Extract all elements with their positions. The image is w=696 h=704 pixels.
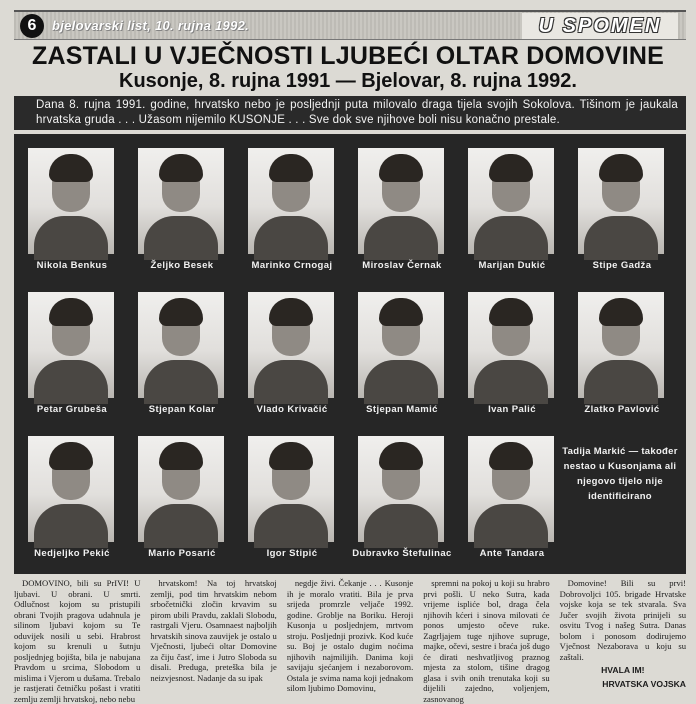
portrait-name: Zlatko Pavlović (584, 404, 660, 415)
signoff-author: HRVATSKA VOJSKA (602, 678, 687, 689)
portrait-photo (28, 292, 114, 398)
portrait-card (18, 138, 126, 278)
intro-text: Dana 8. rujna 1991. godine, hrvatsko nebo je posljednji puta milovalo draga tijela svojih Sokolova. Tišinom je jaukala hrvatska gruda . . . Užasom nijemilo KUSONJE . . . Sve dok sve njihove boli nisu konačno prestale. (14, 96, 686, 130)
portrait-card (568, 282, 676, 422)
portrait-card (568, 138, 676, 278)
portrait-card (128, 426, 236, 566)
paragraph: negdje živi. Čekanje . . . Kusonje ih je moralo vratiti. Bila je prva srijeda promrzle veljače 1992. godine. Groblje na Boriku. Heroji Kusonja u posljednjem, mrtvom stroju. Posljednji prozivk. Kod kuće su. Boj je ostalo dugim noćima njihovih najmilijih. Danima koji savijaju sjećanjem i nezaborovom. Ostala je svima nama koji jednakom silom ljubimo Domovinu, (286, 578, 414, 693)
paragraph: Domovine! Bili su prvi! Dobrovoljci 105. brigade Hrvatske vojske koja se tek stvarala. Sva Jučer svojih života prinijeli su osvitu Tvog i našeg Sutra. Danas bolom i ponosom dodirujemo Vječnost Nezaborava u koju su zaštali. (559, 578, 687, 662)
portrait-photo (28, 148, 114, 254)
portrait-name: Dubravko Štefulinac (352, 548, 452, 559)
portrait-photo (248, 148, 334, 254)
article-subtitle: Kusonje, 8. rujna 1991 — Bjelovar, 8. rujna 1992. (119, 70, 577, 92)
portrait-photo (578, 148, 664, 254)
portrait-name: Igor Stipić (266, 548, 318, 559)
paragraph: spremni na pokoj u koji su hrabro prvi pošli. U neko Sutra, kada vrijeme ispliće bol, draga čela njihovih kćeri i sinova milovati će ponos umjesto očeve ruke. Zagrljajem tuge njihove supruge, majke, očevi, sestre i braća još dugo će dirati neshvatljivog praznog mjesta za stolom, tišine dragog glasa i svih onih trenutaka koji su dijelili zajedno, voljenjem, zasnovanog (423, 578, 550, 704)
portrait-card (128, 138, 236, 278)
portrait-card (18, 426, 126, 566)
paragraph: DOMOVINO, bili su PrIVI! U ljubavi. U obrani. U smrti. Odlučnost kojom su pristupili obrani Tvojih pragova udahnula je silinom ljubavi kojom su Te oduvijek nosili u sebi. Hrabrost kojom su krenuli u šutnju posljednjeg bojišta, bila je nabujana Pravdom u srcima, Slobodom u mislima i Vjerom u dušama. Trebalo je rastjerati četničku pošast i vratiti zemlju zemlji hrvatskoj, nebo nebu (14, 578, 141, 704)
paragraph: hrvatskom! Na toj hrvatskoj zemlji, pod tim hrvatskim nebom srbočetnički zločin krvavim su pirom ubili Pravdu, zaklali Slobodu, rastrgali Vjeru. Osamnaest najboljih hrvatskih sinova zauvijek je ostalo u Vječnosti, ljubeći oltar Domovine za čiju časť, ime i Jutro Sloboda su disali. Preduga, preteška bila je neizvjesnost. Nadanje da su ipak (150, 578, 277, 683)
portrait-name: Mario Posarić (148, 548, 216, 559)
portrait-name: Stjepan Mamić (366, 404, 438, 415)
portrait-name: Ante Tandara (479, 548, 545, 559)
portrait-photo (248, 436, 334, 542)
issue-line: bjelovarski list, 10. rujna 1992. (52, 18, 250, 33)
portrait-name: Stjepan Kolar (148, 404, 216, 415)
portrait-card (238, 426, 346, 566)
portrait-photo (138, 436, 224, 542)
portrait-card (18, 282, 126, 422)
page-header-bar (14, 10, 686, 40)
photo-grid (14, 134, 686, 574)
portrait-card (458, 282, 566, 422)
portrait-photo (358, 148, 444, 254)
portrait-card (348, 282, 456, 422)
portrait-photo (468, 436, 554, 542)
missing-person-note: Tadija Markić — također nestao u Kusonjama ali njegovo tijelo nije identificirano (562, 446, 678, 502)
portrait-photo (358, 292, 444, 398)
portrait-name: Miroslav Černak (362, 260, 442, 271)
section-title: U SPOMEN (522, 13, 678, 39)
portrait-photo (28, 436, 114, 542)
portrait-name: Marijan Dukić (478, 260, 546, 271)
text-column (14, 578, 141, 704)
portrait-photo (578, 292, 664, 398)
text-column (150, 578, 276, 684)
text-column (286, 578, 414, 693)
portrait-card (128, 282, 236, 422)
text-column (423, 578, 550, 704)
portrait-name: Nedjeljko Pekić (34, 548, 110, 559)
portrait-photo (358, 436, 444, 542)
portrait-name: Marinko Crnogaj (251, 260, 333, 271)
portrait-name: Vlado Krivačić (256, 404, 328, 415)
portrait-card (348, 138, 456, 278)
portrait-name: Željko Besek (150, 260, 214, 271)
signoff-thanks: HVALA IM! (601, 665, 645, 675)
portrait-card (458, 426, 566, 566)
page-number-badge: 6 (20, 14, 44, 38)
portrait-photo (138, 148, 224, 254)
portrait-card (238, 138, 346, 278)
article-body (14, 578, 687, 704)
portrait-name: Petar Grubeša (36, 404, 108, 415)
text-column (559, 578, 687, 689)
portrait-photo (468, 148, 554, 254)
portrait-name: Stipe Gadža (592, 260, 652, 271)
portrait-photo (468, 292, 554, 398)
portrait-photo (138, 292, 224, 398)
portrait-card (238, 282, 346, 422)
portrait-name: Ivan Palić (488, 404, 536, 415)
portrait-card (458, 138, 566, 278)
portrait-card (348, 426, 456, 566)
portrait-name: Nikola Benkus (36, 260, 108, 271)
article-title: ZASTALI U VJEČNOSTI LJUBEĆI OLTAR DOMOVINE (31, 42, 665, 70)
portrait-photo (248, 292, 334, 398)
